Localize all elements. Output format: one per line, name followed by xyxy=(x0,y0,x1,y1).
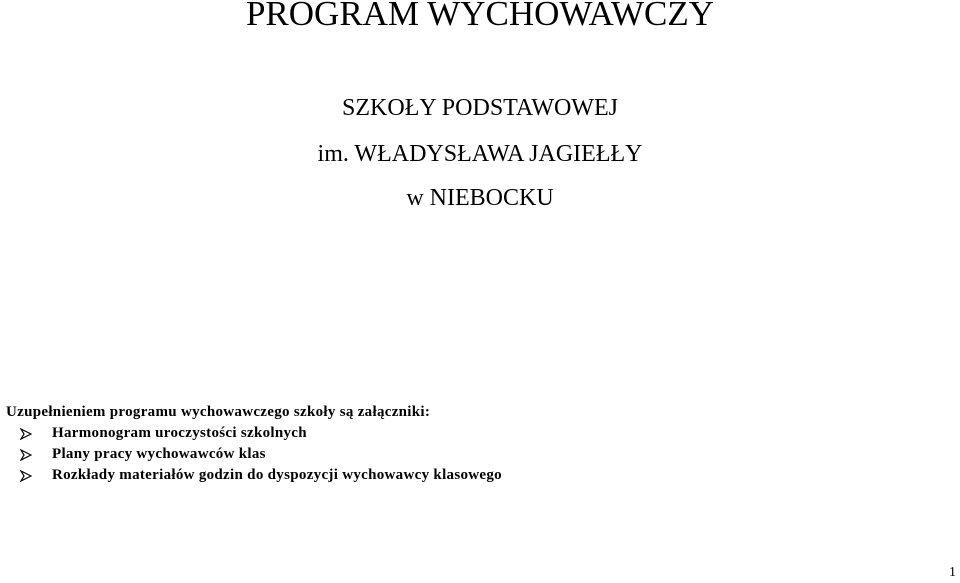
attachments-section xyxy=(6,402,906,486)
arrowhead-bullet-icon xyxy=(20,449,32,461)
attachments-intro: Uzupełnieniem programu wychowawczego szkoły są załączniki: xyxy=(6,404,431,420)
attachments-list xyxy=(6,423,906,486)
subtitle-school-location: w NIEBOCKU xyxy=(406,185,554,211)
subtitle-school-patron: im. WŁADYSŁAWA JAGIEŁŁY xyxy=(317,141,643,167)
list-item xyxy=(6,465,906,486)
attachment-item-label: Harmonogram uroczystości szkolnych xyxy=(52,425,307,441)
arrowhead-bullet-icon xyxy=(20,470,32,482)
attachment-item-label: Plany pracy wychowawców klas xyxy=(52,446,266,462)
attachment-item-label: Rozkłady materiałów godzin do dyspozycji wychowawcy klasowego xyxy=(52,467,502,483)
page-number: 1 xyxy=(949,565,956,580)
list-item xyxy=(6,423,906,444)
arrowhead-bullet-icon xyxy=(20,428,32,440)
subtitle-school-type: SZKOŁY PODSTAWOWEJ xyxy=(342,95,618,121)
document-title: PROGRAM WYCHOWAWCZY xyxy=(245,0,715,33)
list-item xyxy=(6,444,906,465)
